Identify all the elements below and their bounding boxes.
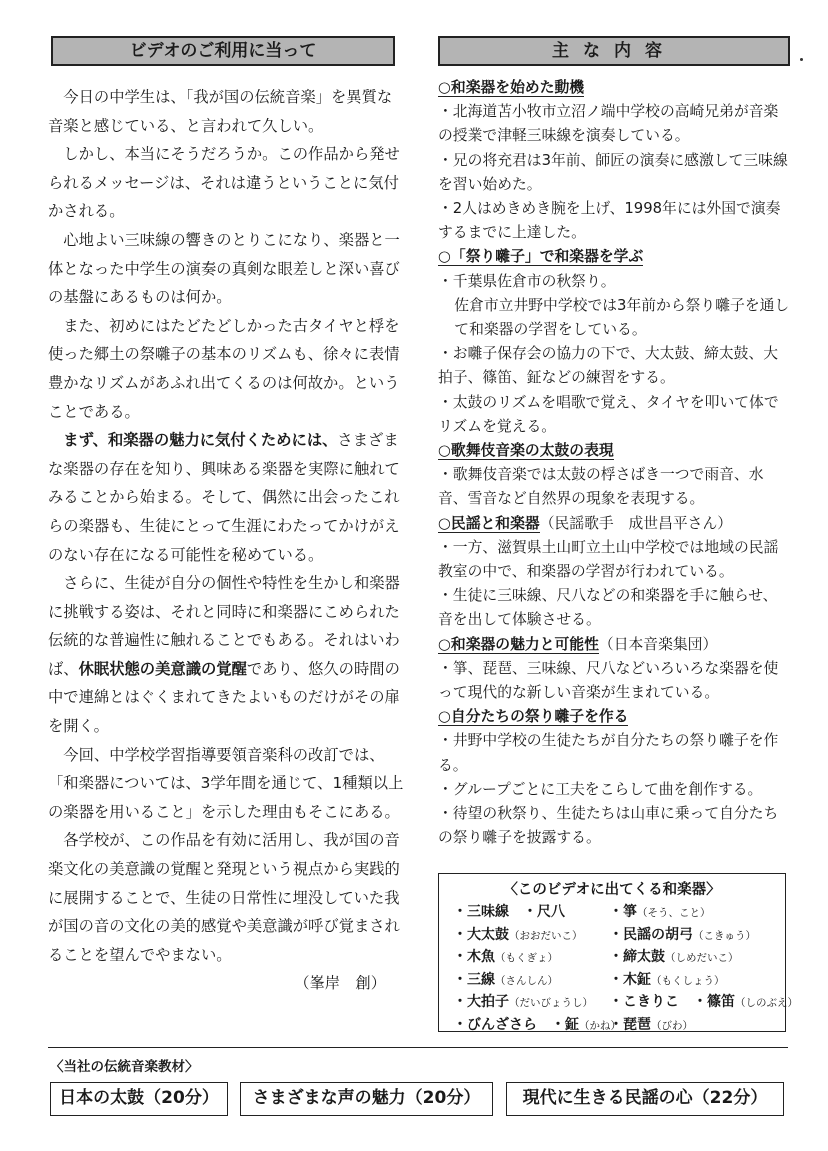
instruments-box bbox=[438, 873, 798, 1033]
instrument-name: ・びんざさら ・鉦 bbox=[453, 1016, 579, 1033]
paragraph-text: であり、悠久の時間の中で連綿とはぐくまれてきたよいものだけがその扉を開く。 bbox=[48, 659, 400, 736]
instrument-item bbox=[453, 992, 609, 1015]
instrument-name: ・大拍子 bbox=[453, 994, 509, 1010]
intro-paragraph: 今日の中学生は、「我が国の伝統音楽」を異質な音楽と感じている、と言われて久しい。 bbox=[48, 88, 393, 135]
instrument-reading: （さんしん） bbox=[495, 974, 558, 987]
product-box: さまざまな声の魅力（20分） bbox=[240, 1082, 493, 1116]
list-item: ・太鼓のリズムを唱歌で覚え、タイヤを叩いて体でリズムを覚える。 bbox=[438, 393, 779, 435]
intro-column bbox=[48, 36, 406, 998]
instrument-reading: （おおだいこ） bbox=[509, 929, 583, 942]
section-title: ○和楽器を始めた動機 bbox=[438, 79, 585, 96]
contents-column bbox=[438, 36, 790, 851]
instrument-item bbox=[453, 902, 609, 925]
intro-paragraph: 今回、中学校学習指導要領音楽科の改訂では、「和楽器については、3学年間を通じて、1種類以上の楽器を用いること」を示した理由もそこにある。 bbox=[48, 745, 404, 821]
intro-paragraph: 各学校が、この作品を有効に活用し、我が国の音楽文化の美意識の覚醒と発現という視点から実践的に展開することで、生徒の日常性に埋没していた我が国の音の文化の美的感覚や美意識が呼び覚まされることを望んでやまない。 bbox=[48, 831, 400, 964]
paragraph-text: さらに、生徒が自分の個性や特性を生かし和楽器に挑戦する姿は、それと同時に和楽器にこめられた伝統的な普遍性に触れることでもある。それはいわば、 bbox=[48, 574, 400, 678]
section-heading bbox=[438, 245, 790, 269]
contents-body bbox=[438, 76, 790, 851]
section-title: ○和楽器の魅力と可能性 bbox=[438, 635, 599, 653]
list-item: ・井野中学校の生徒たちが自分たちの祭り囃子を作る。 bbox=[438, 732, 779, 774]
instrument-item bbox=[609, 925, 779, 948]
author-signature: （峯岸 創） bbox=[294, 974, 386, 993]
intro-paragraph: 心地よい三味線の響きのとりこになり、楽器と一体となった中学生の演奏の真剣な眼差しと深い喜びの基盤にあるものは何か。 bbox=[48, 230, 400, 307]
intro-paragraph bbox=[48, 569, 406, 741]
instrument-name: ・大太鼓 bbox=[453, 926, 509, 943]
instrument-item bbox=[609, 1015, 779, 1038]
instrument-name: ・民謡の胡弓 bbox=[609, 926, 693, 943]
instrument-reading: （そう、こと） bbox=[637, 907, 711, 919]
list-item: ・待望の秋祭り、生徒たちは山車に乗って自分たちの祭り囃子を披露する。 bbox=[438, 805, 779, 847]
instrument-item bbox=[609, 970, 779, 993]
footer-title: 〈当社の伝統音楽教材〉 bbox=[50, 1059, 199, 1075]
instrument-name: ・木魚 bbox=[453, 949, 495, 965]
list-item: ・一方、滋賀県土山町立土山中学校では地域の民謡教室の中で、和楽器の学習が行われている。 bbox=[438, 538, 779, 581]
section-subtitle: （民謡歌手 成世昌平さん） bbox=[539, 514, 733, 532]
instrument-name: ・箏 bbox=[609, 904, 637, 920]
section-heading bbox=[438, 76, 790, 100]
section-title: ○歌舞伎音楽の太鼓の表現 bbox=[438, 442, 614, 460]
list-item: ・箏、琵琶、三味線、尺八などいろいろな楽器を使って現代的な新しい音楽が生まれている。 bbox=[438, 659, 779, 702]
instrument-name: ・こきりこ ・篠笛 bbox=[609, 994, 735, 1010]
instrument-reading: （しめだいこ） bbox=[665, 952, 739, 964]
section-subtitle: （日本音楽集団） bbox=[598, 635, 718, 653]
list-item: ・千葉県佐倉市の秋祭り。 bbox=[438, 272, 616, 290]
instrument-name: ・三味線 ・尺八 bbox=[453, 904, 565, 920]
intro-heading: ビデオのご利用に当って bbox=[51, 36, 395, 66]
list-item: ・2人はめきめき腕を上げ、1998年には外国で演奏するまでに上達した。 bbox=[438, 200, 781, 242]
instruments-title: 〈このビデオに出てくる和楽器〉 bbox=[503, 882, 721, 898]
contents-heading: 主な内容 bbox=[438, 36, 790, 66]
section-heading bbox=[438, 439, 790, 463]
instrument-item bbox=[453, 970, 609, 993]
instruments-list bbox=[453, 902, 798, 1037]
instrument-item bbox=[609, 947, 779, 970]
list-item: ・兄の将充君は3年前、師匠の演奏に感激して三味線を習い始めた。 bbox=[438, 151, 788, 193]
product-box: 現代に生きる民謡の心（22分） bbox=[506, 1082, 784, 1116]
instrument-item bbox=[453, 947, 609, 970]
instrument-reading: （こきゅう） bbox=[693, 929, 756, 942]
section-title: ○民謡と和楽器 bbox=[438, 514, 540, 532]
section-heading bbox=[438, 633, 790, 657]
section-heading bbox=[438, 512, 790, 536]
list-item: ・生徒に三味線、尺八などの和楽器を手に触らせ、音を出して体験させる。 bbox=[438, 587, 778, 629]
section-title: ○「祭り囃子」で和楽器を学ぶ bbox=[438, 248, 644, 266]
instrument-reading: （もくぎょ） bbox=[495, 952, 558, 964]
instrument-reading: （だいびょうし） bbox=[509, 997, 593, 1009]
intro-paragraph: また、初めにはたどたどしかった古タイヤと桴を使った郷土の祭囃子の基本のリズムも、徐々に表情豊かなリズムがあふれ出てくるのは何故か。ということである。 bbox=[48, 316, 400, 421]
section-title: ○自分たちの祭り囃子を作る bbox=[438, 708, 629, 726]
section-heading bbox=[438, 705, 790, 729]
instrument-item bbox=[453, 1015, 621, 1038]
list-item: ・グループごとに工夫をこらして曲を創作する。 bbox=[438, 780, 763, 798]
paragraph-text: さまざまな楽器の存在を知り、興味ある楽器を実際に触れてみることから始まる。そして、偶然に出会ったこれらの楽器も、生徒にとって生涯にわたってかけがえのない存在になる可能性を秘めている。 bbox=[48, 431, 400, 564]
intro-body bbox=[48, 83, 406, 998]
list-item: ・お囃子保存会の協力の下で、大太鼓、締太鼓、大拍子、篠笛、鉦などの練習をする。 bbox=[438, 345, 779, 387]
instrument-item bbox=[453, 925, 609, 948]
list-item: ・歌舞伎音楽では太鼓の桴さばき一つで雨音、水音、雪音など自然界の現象を表現する。 bbox=[438, 466, 764, 508]
instrument-reading: （かね） bbox=[579, 1019, 621, 1032]
intro-paragraph bbox=[48, 426, 406, 569]
product-box: 日本の太鼓（20分） bbox=[50, 1082, 228, 1116]
instrument-name: ・三線 bbox=[453, 971, 495, 988]
footer-divider bbox=[48, 1047, 788, 1048]
emphasis-text: まず、和楽器の魅力に気付くためには、 bbox=[63, 431, 338, 450]
instrument-item bbox=[609, 902, 779, 925]
instrument-name: ・締太鼓 bbox=[609, 949, 665, 965]
list-item: ・北海道苫小牧市立沼ノ端中学校の高崎兄弟が音楽の授業で津軽三味線を演奏している。 bbox=[438, 103, 779, 145]
emphasis-text: 休眠状態の美意識の覚醒 bbox=[78, 659, 247, 678]
instrument-reading: （びわ） bbox=[651, 1019, 693, 1032]
instrument-reading: （しのぶえ） bbox=[735, 997, 798, 1009]
page-mark-dot bbox=[800, 58, 803, 61]
instrument-name: ・琵琶 bbox=[609, 1016, 651, 1033]
instrument-name: ・木鉦 bbox=[609, 971, 651, 988]
instrument-item bbox=[609, 992, 798, 1015]
instrument-reading: （もくしょう） bbox=[651, 974, 725, 987]
list-item: 佐倉市立井野中学校では3年前から祭り囃子を通して和楽器の学習をしている。 bbox=[454, 296, 790, 339]
intro-paragraph: しかし、本当にそうだろうか。この作品から発せられるメッセージは、それは違うということに気付かされる。 bbox=[48, 145, 400, 221]
